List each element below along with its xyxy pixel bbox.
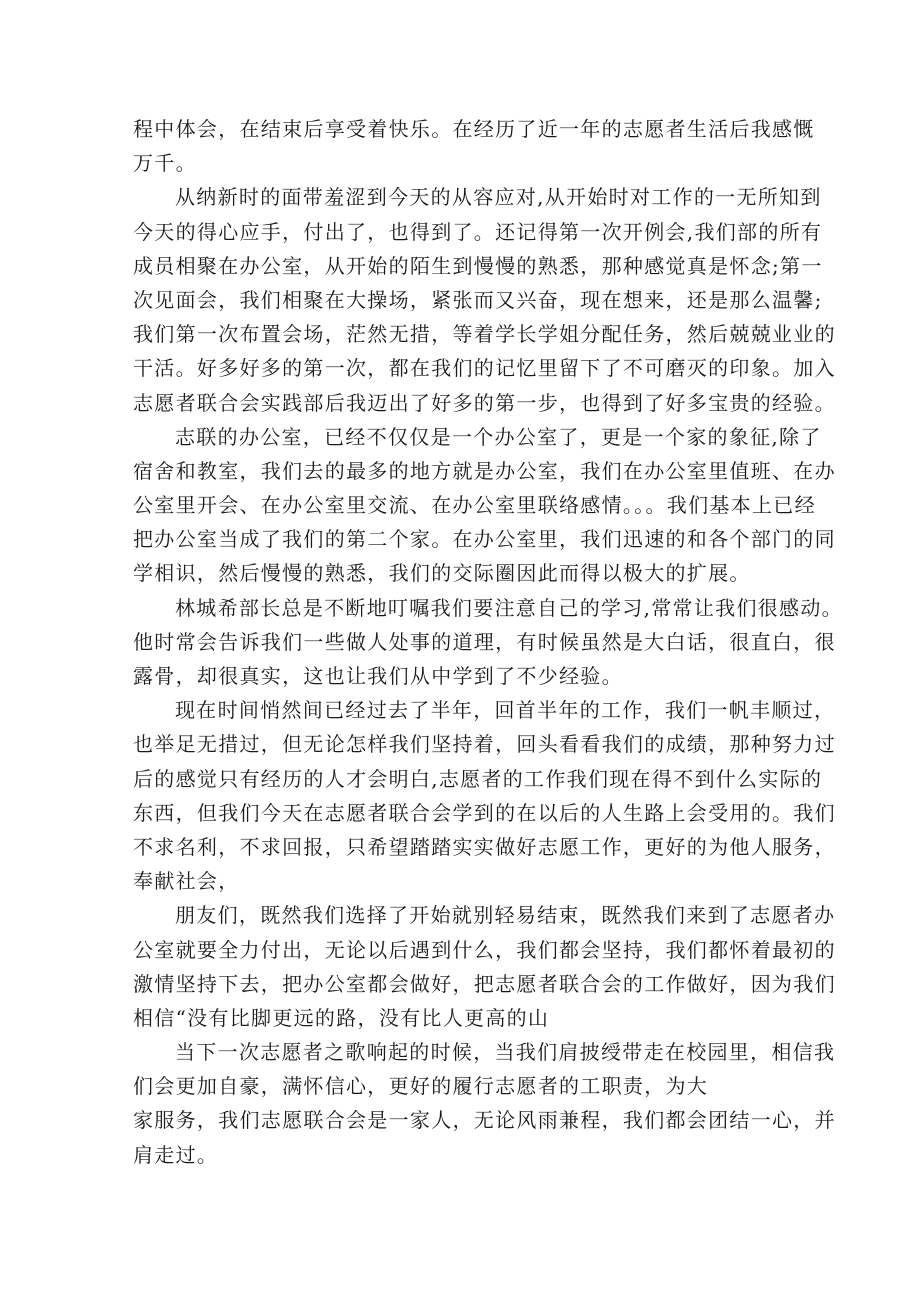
paragraph-8 [133,1103,836,1171]
text-line: 学相识，然后慢慢的熟悉，我们的交际圈因此而得以极大的扩展。 [133,561,751,586]
paragraph-2 [133,180,836,419]
text-line: 把办公室当成了我们的第二个家。在办公室里，我们迅速的和各个部门的同 [133,527,836,552]
text-line: 也举足无措过，但无论怎样我们坚持着，回头看看我们的成绩，那种努力过 [133,732,836,757]
paragraph-3 [133,420,836,591]
text-line: 我们第一次布置会场，茫然无措，等着学长学姐分配任务，然后兢兢业业的 [133,322,836,347]
text-line: 干活。好多好多的第一次，都在我们的记忆里留下了不可磨灭的印象。加入 [133,356,836,381]
text-line: 朋友们，既然我们选择了开始就别轻易结束，既然我们来到了志愿者办 [175,903,836,928]
text-line: 激情坚持下去，把办公室都会做好，把志愿者联合会的工作做好，因为我们 [133,971,836,996]
paragraph-6 [133,898,836,1035]
text-line: 后的感觉只有经历的人才会明白,志愿者的工作我们现在得不到什么实际的 [133,766,823,791]
text-line: 林城希部长总是不断地叮嘱我们要注意自己的学习,常常让我们很感动。 [175,595,843,620]
paragraph-5 [133,693,836,898]
text-line: 东西，但我们今天在志愿者联合会学到的在以后的人生路上会受用的。我们 [133,800,836,825]
paragraph-7 [133,1035,836,1103]
document-body [133,112,843,1172]
text-line: 露骨，却很真实，这也让我们从中学到了不少经验。 [133,664,623,688]
text-line: 当下一次志愿者之歌响起的时候，当我们肩披绶带走在校园里，相信我 [175,1040,836,1065]
text-line: 肩走过。 [133,1142,219,1167]
text-line: 公室里开会、在办公室里交流、在办公室里联络感情。。。我们基本上已经 [133,493,816,518]
text-line: 今天的得心应手，付出了，也得到了。还记得第一次开例会,我们部的所有 [133,219,823,244]
paragraph-4 [133,591,843,694]
text-line: 他时常会告诉我们一些做人处事的道理，有时候虽然是大白话，很直白，很 [133,629,836,654]
text-line: 家服务，我们志愿联合会是一家人，无论风雨兼程，我们都会团结一心，并 [133,1108,836,1133]
text-line: 程中体会，在结束后享受着快乐。在经历了近一年的志愿者生活后我感慨 [133,117,815,141]
text-line: 们会更加自豪，满怀信心，更好的履行志愿者的工职责，为大 [133,1074,709,1099]
text-line: 公室就要全力付出，无论以后遇到什么，我们都会坚持，我们都怀着最初的 [133,937,836,962]
text-line: 宿舍和教室，我们去的最多的地方就是办公室，我们在办公室里值班、在办 [133,458,836,483]
text-line: 不求名利，不求回报，只希望踏踏实实做好志愿工作，更好的为他人服务， [133,834,836,859]
text-line: 现在时间悄然间已经过去了半年，回首半年的工作，我们一帆丰顺过， [175,698,836,723]
text-line: 相信“没有比脚更远的路，没有比人更高的山 [133,1005,550,1030]
text-line: 从纳新时的面带羞涩到今天的从容应对,从开始时对工作的一无所知到 [175,185,822,210]
text-line: 万千。 [133,151,197,176]
text-line: 奉献社会， [133,869,240,894]
text-line: 成员相聚在办公室，从开始的陌生到慢慢的熟悉，那种感觉真是怀念;第一 [133,253,823,278]
text-line: 志联的办公室，已经不仅仅是一个办公室了，更是一个家的象征,除了 [175,424,822,449]
text-line: 志愿者联合会实践部后我迈出了好多的第一步，也得到了好多宝贵的经验。 [133,390,836,415]
paragraph-1 [133,112,815,180]
text-line: 次见面会，我们相聚在大操场，紧张而又兴奋，现在想来，还是那么温馨; [133,287,823,312]
